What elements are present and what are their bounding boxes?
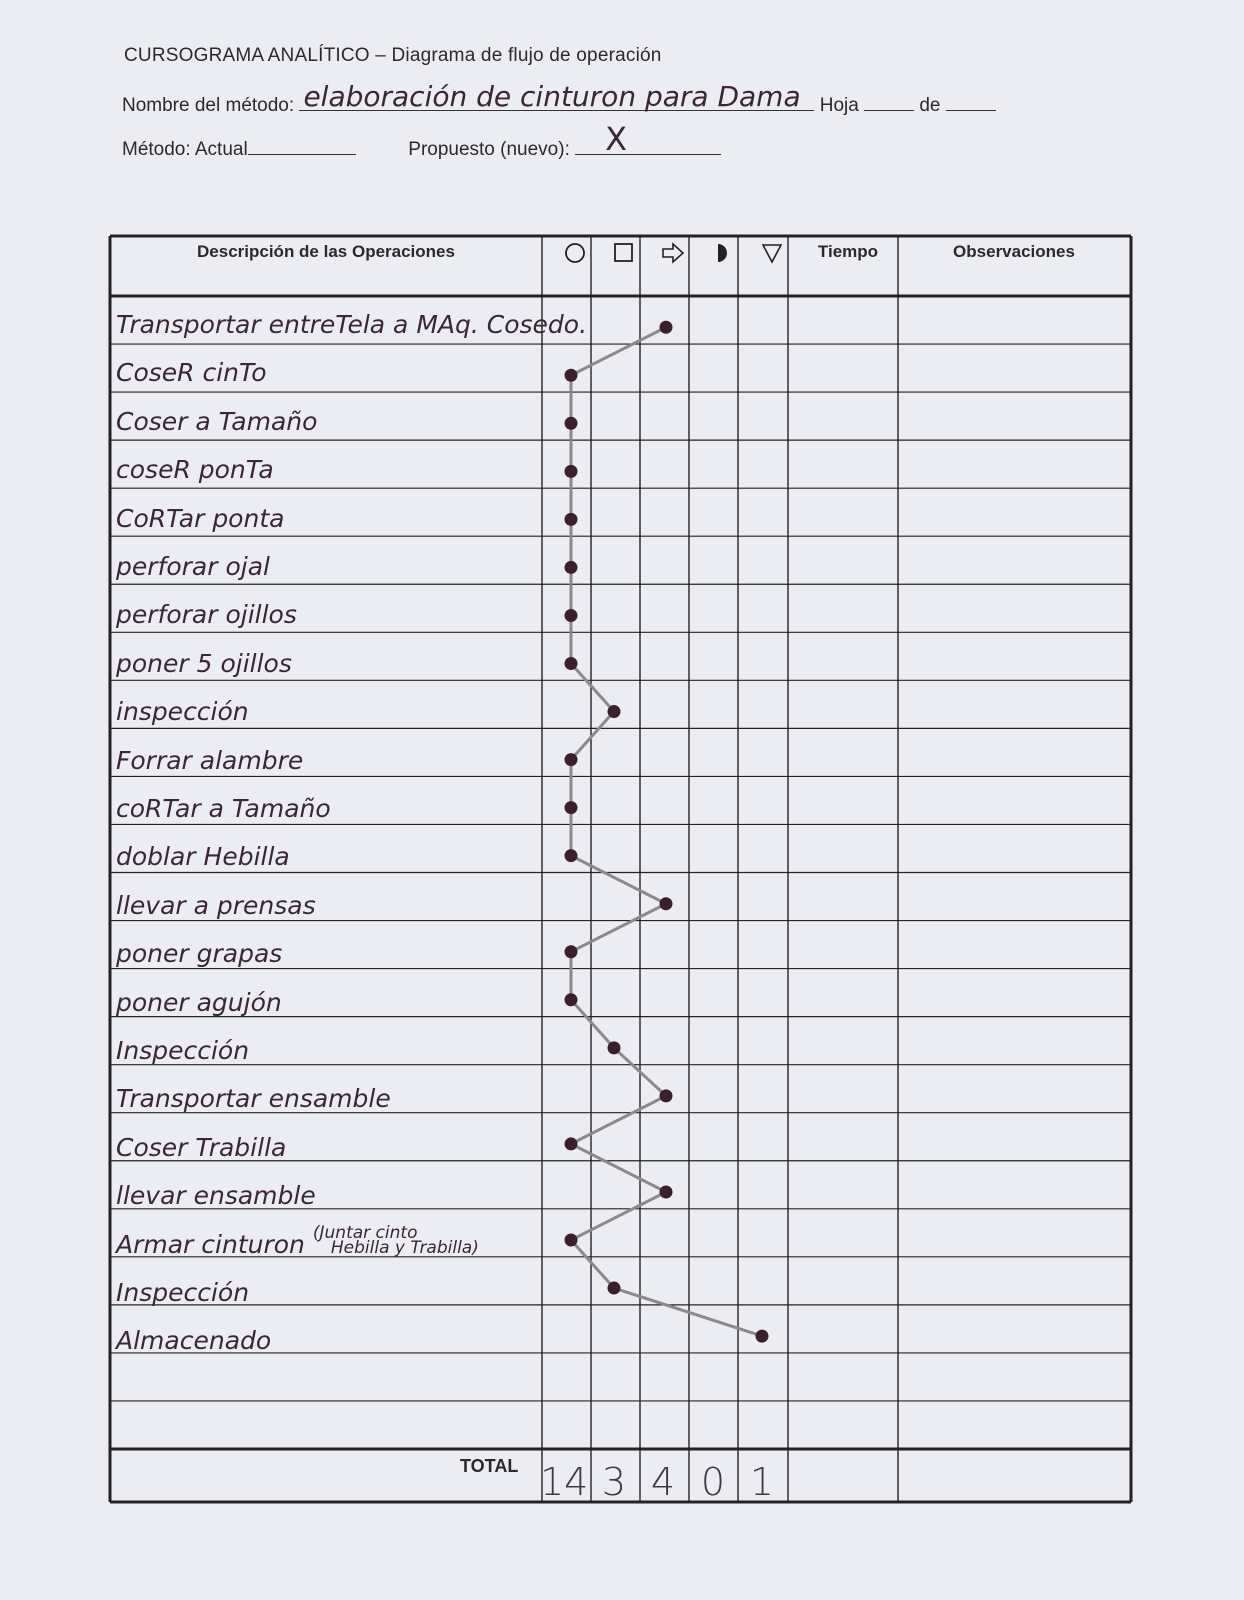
- operation-row-description: [116, 455, 274, 484]
- method-proposed-label: Propuesto (nuevo):: [408, 139, 570, 160]
- operation-text: coseR ponTa: [116, 455, 274, 485]
- operation-row-description: [116, 794, 331, 823]
- operation-text: CoseR cinTo: [116, 358, 267, 388]
- operation-row-description: [116, 552, 270, 581]
- flow-step-dot: [565, 513, 578, 526]
- flow-step-dot: [660, 897, 673, 910]
- sheet-label: Hoja: [819, 95, 859, 116]
- operation-text: Coser Trabilla: [116, 1132, 287, 1162]
- operation-text: Forrar alambre: [116, 745, 304, 775]
- operation-text: llevar ensamble: [116, 1181, 316, 1211]
- operation-row-description: [116, 1084, 391, 1113]
- operation-row-description: [116, 746, 303, 775]
- flow-step-dot: [608, 705, 621, 718]
- total-storage: 1: [749, 1460, 775, 1504]
- operation-row-description: [116, 1181, 316, 1210]
- operation-row-description: [116, 1278, 249, 1307]
- operation-row-description: [116, 842, 290, 871]
- operation-row-description: [116, 1036, 249, 1065]
- column-observations-header: Observaciones: [953, 242, 1075, 261]
- flow-step-dot: [565, 369, 578, 382]
- flow-step-dot: [660, 321, 673, 334]
- document-title: CURSOGRAMA ANALÍTICO – Diagrama de flujo de operación: [124, 45, 662, 66]
- operation-row-description: [116, 407, 317, 436]
- total-label: TOTAL: [460, 1456, 519, 1476]
- flow-step-dot: [608, 1041, 621, 1054]
- flow-step-dot: [565, 561, 578, 574]
- column-time-header: Tiempo: [817, 242, 879, 261]
- operation-text: perforar ojillos: [116, 600, 297, 630]
- flow-step-dot: [565, 417, 578, 430]
- flow-step-dot: [565, 945, 578, 958]
- operation-text: doblar Hebilla: [116, 842, 290, 872]
- flow-step-dot: [565, 753, 578, 766]
- operation-text: Inspección: [116, 1036, 250, 1065]
- operation-row-description: [116, 1222, 479, 1259]
- operation-note-line: Hebilla y Trabilla): [330, 1237, 479, 1258]
- flow-step-dot: [565, 993, 578, 1006]
- operation-row-description: [116, 939, 282, 968]
- flow-step-dot: [565, 801, 578, 814]
- operation-row-description: [116, 600, 297, 629]
- operation-text: Inspección: [116, 1278, 250, 1307]
- operation-text: Armar cinturon: [116, 1229, 305, 1259]
- operation-text: CoRTar ponta: [116, 503, 285, 533]
- operation-row-description: [116, 649, 292, 678]
- operation-text: coRTar a Tamaño: [116, 794, 331, 823]
- operation-text: Coser a Tamaño: [116, 406, 318, 436]
- operation-row-description: [116, 1133, 286, 1162]
- total-operations: 14: [540, 1460, 589, 1504]
- flow-step-dot: [565, 657, 578, 670]
- triangle-down-icon: [752, 238, 792, 268]
- flow-path-line: [571, 327, 762, 1336]
- total-inspections: 3: [601, 1460, 627, 1504]
- operation-text: Almacenado: [116, 1326, 272, 1356]
- operation-row-description: [116, 891, 316, 920]
- arrow-right-icon: [653, 238, 693, 268]
- flow-step-dot: [565, 1137, 578, 1150]
- operation-text: Transportar ensamble: [116, 1084, 391, 1114]
- method-actual-label: Método: Actual: [122, 139, 248, 160]
- operation-text: perforar ojal: [116, 552, 270, 581]
- operation-row-description: [116, 504, 284, 533]
- operation-text: inspección: [116, 697, 249, 727]
- flow-step-dot: [660, 1185, 673, 1198]
- flow-step-dot: [608, 1282, 621, 1295]
- column-description-header: Descripción de las Operaciones: [197, 242, 455, 261]
- flow-step-dot: [565, 465, 578, 478]
- operation-row-description: [116, 988, 282, 1017]
- half-circle-icon: [702, 238, 742, 268]
- total-delays: 0: [700, 1460, 726, 1504]
- operation-note-line: (Juntar cinto: [312, 1222, 418, 1243]
- square-icon: [604, 238, 644, 268]
- operation-note: [312, 1222, 479, 1258]
- operation-text: Transportar entreTela a MAq. Cosedo.: [116, 310, 588, 339]
- total-transports: 4: [650, 1460, 676, 1504]
- method-name-label: Nombre del método:: [122, 95, 295, 116]
- flow-step-dot: [565, 849, 578, 862]
- operation-row-description: [116, 697, 249, 726]
- operation-row-description: [116, 358, 267, 387]
- flow-step-dot: [565, 1234, 578, 1247]
- operation-text: poner 5 ojillos: [116, 648, 292, 678]
- operation-row-description: [116, 310, 587, 339]
- circle-icon: [555, 238, 595, 268]
- flow-step-dot: [660, 1089, 673, 1102]
- flow-step-dot: [756, 1330, 769, 1343]
- proposed-mark: X: [605, 120, 628, 158]
- sheet-of-label: de: [919, 95, 941, 116]
- operation-text: llevar a prensas: [116, 890, 316, 920]
- operation-row-description: [116, 1326, 271, 1355]
- operation-text: poner agujón: [116, 987, 282, 1017]
- operation-text: poner grapas: [116, 939, 283, 969]
- method-name-value: elaboración de cinturon para Dama: [303, 80, 801, 113]
- flow-step-dot: [565, 609, 578, 622]
